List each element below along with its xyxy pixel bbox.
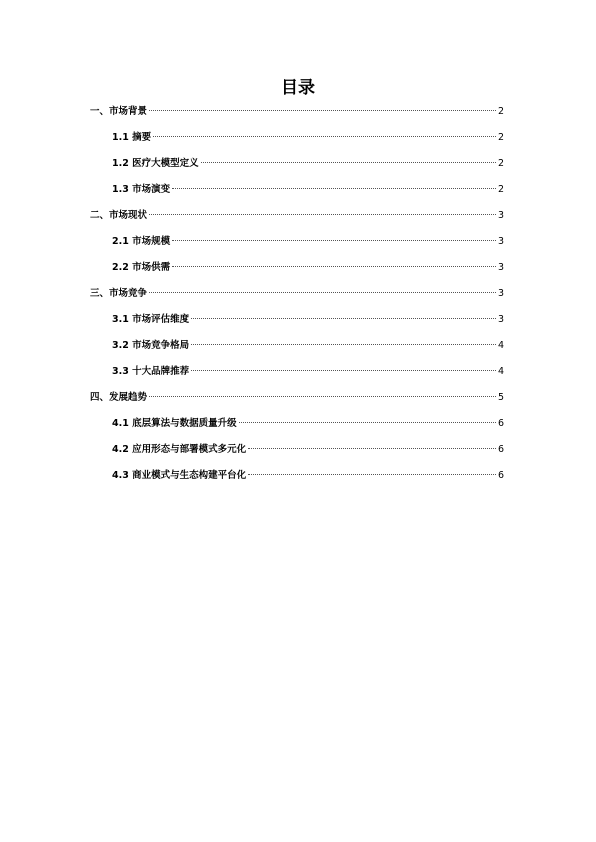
toc-entry-page: 6 (497, 444, 504, 455)
toc-entry-2-2[interactable] (90, 260, 504, 286)
toc-entry-label: 4.3 商业模式与生态构建平台化 (112, 470, 247, 481)
toc-dot-leader (153, 136, 496, 137)
toc-entry-label: 三、市场竞争 (90, 288, 148, 299)
toc-entry-label: 2.2 市场供需 (112, 262, 171, 273)
toc-entry-3-1[interactable] (90, 312, 504, 338)
toc-title: 目录 (281, 78, 315, 98)
toc-entry-section-1[interactable] (90, 104, 504, 130)
toc-dot-leader (248, 448, 496, 449)
toc-entry-page: 2 (497, 158, 504, 169)
toc-entry-page: 4 (497, 366, 504, 377)
toc-entry-page: 3 (497, 236, 504, 247)
toc-entry-page: 4 (497, 340, 504, 351)
toc-entry-1-3[interactable] (90, 182, 504, 208)
toc-entry-3-2[interactable] (90, 338, 504, 364)
toc-dot-leader (149, 396, 496, 397)
toc-entry-label: 3.1 市场评估维度 (112, 314, 190, 325)
toc-entry-4-2[interactable] (90, 442, 504, 468)
toc-entry-label: 1.3 市场演变 (112, 184, 171, 195)
toc-entry-page: 3 (497, 314, 504, 325)
toc-entry-label: 一、市场背景 (90, 106, 148, 117)
toc-entry-page: 2 (497, 132, 504, 143)
toc-entry-label: 1.1 摘要 (112, 132, 152, 143)
toc-dot-leader (239, 422, 496, 423)
toc-dot-leader (172, 266, 496, 267)
toc-entry-4-1[interactable] (90, 416, 504, 442)
toc-entry-page: 6 (497, 418, 504, 429)
toc-dot-leader (172, 188, 496, 189)
toc-entry-1-1[interactable] (90, 130, 504, 156)
toc-entry-page: 2 (497, 106, 504, 117)
toc-entry-label: 3.2 市场竞争格局 (112, 340, 190, 351)
toc-entry-4-3[interactable] (90, 468, 504, 494)
toc-entry-label: 1.2 医疗大模型定义 (112, 158, 199, 169)
toc-dot-leader (201, 162, 496, 163)
toc-entry-2-1[interactable] (90, 234, 504, 260)
toc-entry-page: 3 (497, 210, 504, 221)
toc-dot-leader (191, 318, 496, 319)
toc-entry-section-3[interactable] (90, 286, 504, 312)
toc-dot-leader (149, 292, 496, 293)
toc-entry-3-3[interactable] (90, 364, 504, 390)
toc-dot-leader (149, 214, 496, 215)
toc-entry-section-4[interactable] (90, 390, 504, 416)
toc-entry-label: 4.1 底层算法与数据质量升级 (112, 418, 237, 429)
toc-entry-page: 6 (497, 470, 504, 481)
toc-entry-section-2[interactable] (90, 208, 504, 234)
toc-entry-page: 2 (497, 184, 504, 195)
toc-dot-leader (191, 344, 496, 345)
toc-entry-page: 3 (497, 288, 504, 299)
toc-entry-page: 5 (497, 392, 504, 403)
toc-entry-label: 四、发展趋势 (90, 392, 148, 403)
toc-list (90, 104, 504, 494)
toc-dot-leader (191, 370, 496, 371)
toc-entry-1-2[interactable] (90, 156, 504, 182)
toc-entry-label: 2.1 市场规模 (112, 236, 171, 247)
toc-dot-leader (172, 240, 496, 241)
toc-entry-label: 4.2 应用形态与部署模式多元化 (112, 444, 247, 455)
toc-entry-page: 3 (497, 262, 504, 273)
toc-dot-leader (248, 474, 496, 475)
toc-entry-label: 二、市场现状 (90, 210, 148, 221)
toc-dot-leader (149, 110, 496, 111)
toc-entry-label: 3.3 十大品牌推荐 (112, 366, 190, 377)
